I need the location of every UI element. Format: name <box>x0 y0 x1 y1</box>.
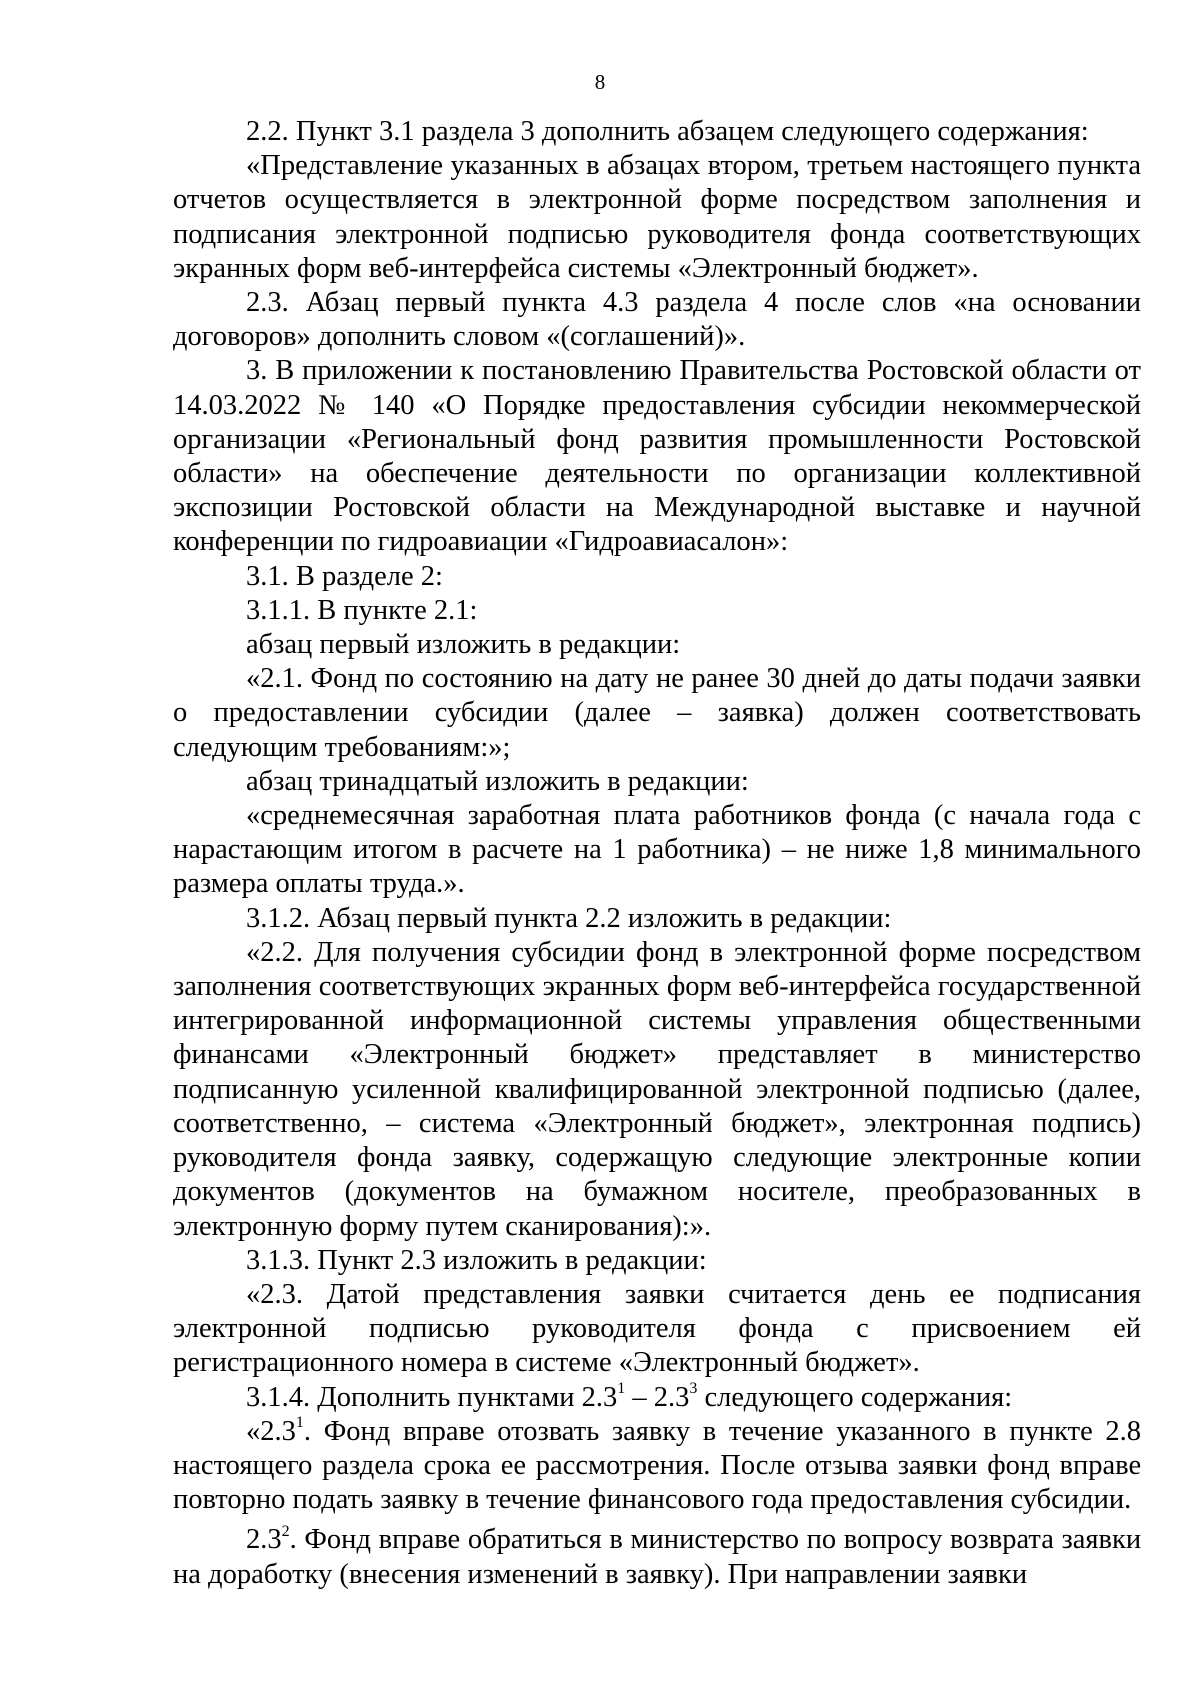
paragraph: 3.1.3. Пункт 2.3 изложить в редакции: <box>246 1244 707 1276</box>
paragraph: абзац первый изложить в редакции: <box>246 629 681 661</box>
paragraph: 2.3. Абзац первый пункта 4.3 раздела 4 после слов «на основании договоров» дополнить словом «(соглашений)». <box>173 287 1141 353</box>
paragraph: 3.1.1. В пункте 2.1: <box>246 594 478 626</box>
paragraph: «2.2. Для получения субсидии фонд в электронной форме посредством заполнения соответствующих экранных форм веб-интерфейса государственной интегрированной информационной системы управления общественными финансами «Электронный бюджет» представляет в министерство подписанную усиленной квалифицированной электронной подписью (далее, соответственно, – система «Электронный бюджет», электронная подпись) руководителя фонда заявку, содержащую следующие электронные копии документов (документов на бумажном носителе, преобразованных в электронную форму путем сканирования):». <box>173 936 1141 1242</box>
paragraph: абзац тринадцатый изложить в редакции: <box>246 765 749 797</box>
paragraph: «среднемесячная заработная плата работников фонда (с начала года с нарастающим итогом в расчете на 1 работника) – не ниже 1,8 минимального размера оплаты труда.». <box>173 800 1141 900</box>
paragraph: «2.1. Фонд по состоянию на дату не ранее 30 дней до даты подачи заявки о предоставлении субсидии (далее – заявка) должен соответствовать следующим требованиям:»; <box>173 663 1141 763</box>
paragraph: 3.1.2. Абзац первый пункта 2.2 изложить в редакции: <box>246 902 892 934</box>
paragraph: 2.2. Пункт 3.1 раздела 3 дополнить абзацем следующего содержания: <box>246 116 1089 147</box>
paragraph: «2.3. Датой представления заявки считается день ее подписания электронной подписью руководителя фонда с присвоением ей регистрационного номера в системе «Электронный бюджет». <box>173 1278 1141 1379</box>
paragraph: 3. В приложении к постановлению Правительства Ростовской области от 14.03.2022 № 140 «О Порядке предоставления субсидии некоммерческой организации «Региональный фонд развития промышленности Ростовской области» на обеспечение деятельности по организации коллективной экспозиции Ростовской области на Международной выставке и научной конференции по гидроавиации «Гидроавиасалон»: <box>173 355 1141 558</box>
paragraph: $2.3^2$. Фонд вправе обратиться в министерство по вопросу возврата заявки на доработку (внесения изменений в заявку). При направлении заявки <box>173 1522 1142 1590</box>
page-number: 8 <box>594 70 606 94</box>
paragraph: 3.1. В разделе 2: <box>246 560 443 592</box>
paragraph: «Представление указанных в абзацах втором, третьем настоящего пункта отчетов осуществляется в электронной форме посредством заполнения и подписания электронной подписью руководителя фонда соответствующих экранных форм веб-интерфейса системы «Электронный бюджет». <box>173 150 1141 284</box>
paragraph: «$2.3^1$. Фонд вправе отозвать заявку в течение указанного в пункте 2.8 настоящего раздела срока ее рассмотрения. После отзыва заявки фонд вправе повторно подать заявку в течение финансового года предоставления субсидии. <box>173 1414 1142 1516</box>
document-body <box>173 115 1141 1592</box>
paragraph: 3.1.4. Дополнить пунктами $2.3^1 - 2.3^3$ следующего содержания: <box>246 1380 1013 1413</box>
